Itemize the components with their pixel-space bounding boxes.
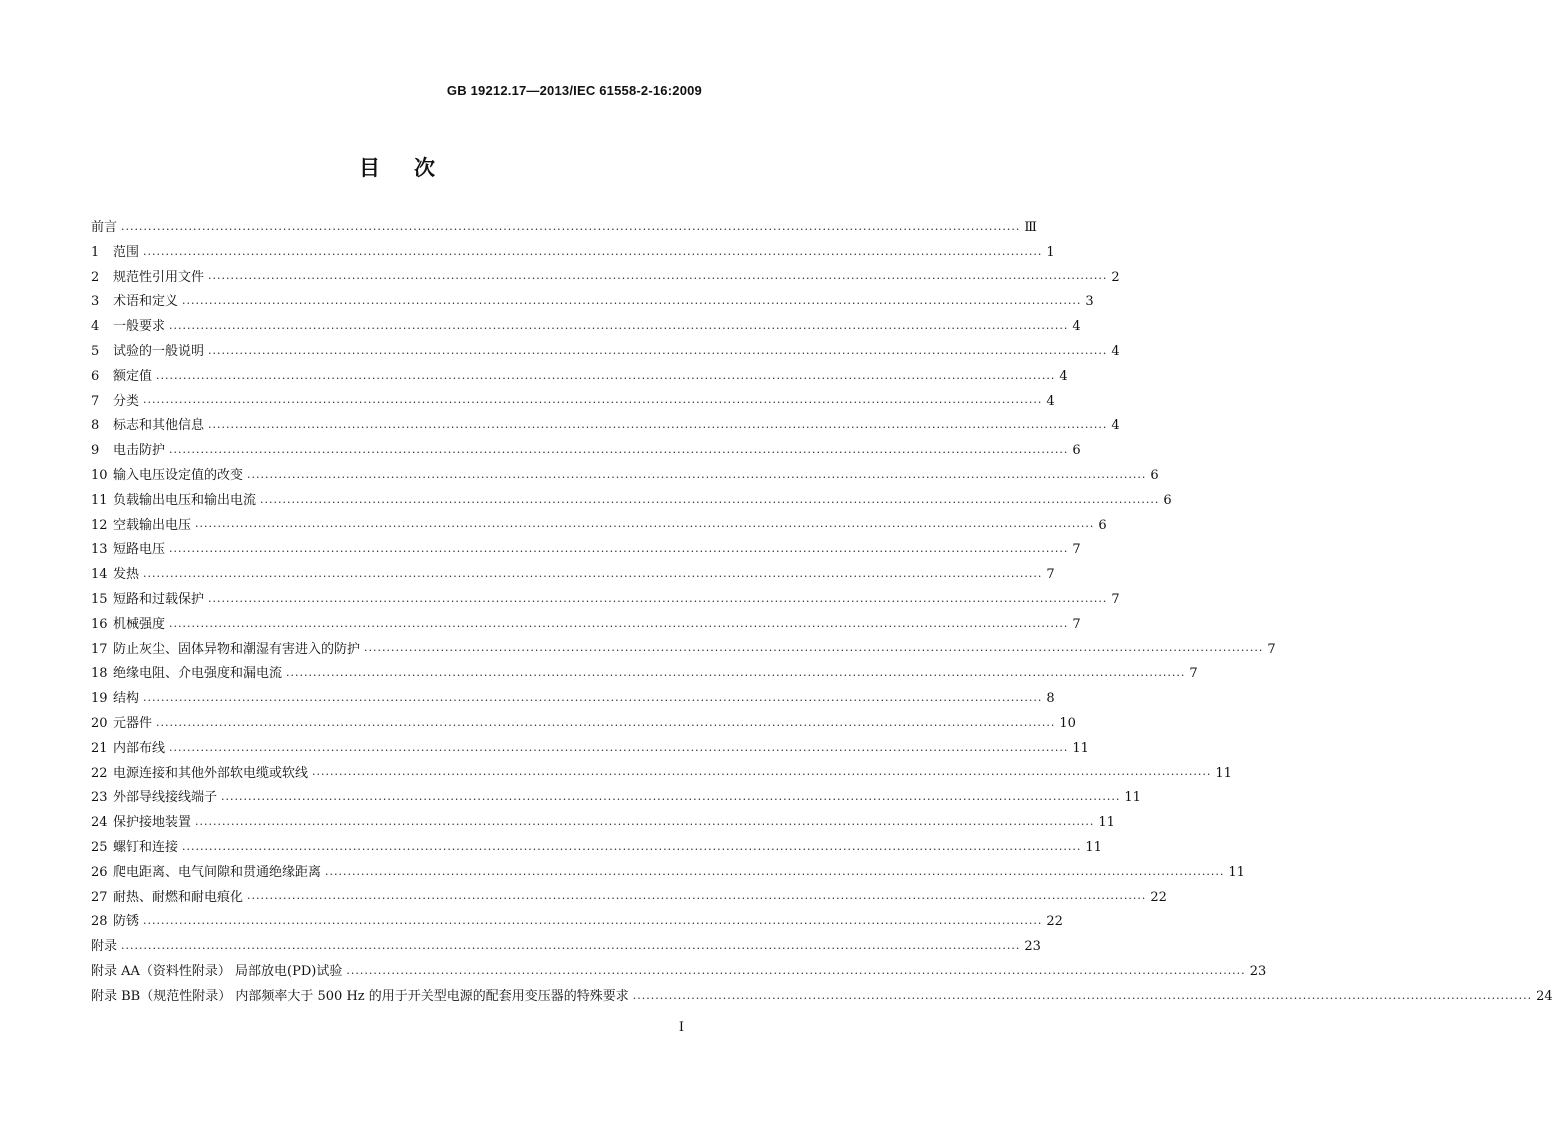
- toc-entry-page: 8: [1046, 691, 1055, 707]
- toc-dot-leader: ········································································································································································································: [312, 768, 1212, 782]
- toc-entry[interactable]: [91, 588, 1120, 613]
- toc-entry-page: 23: [1249, 963, 1267, 979]
- toc-entry[interactable]: [91, 290, 1094, 315]
- toc-entry[interactable]: [91, 662, 1198, 687]
- toc-entry-label: [91, 489, 256, 514]
- toc-entry-page: 6: [1150, 467, 1159, 483]
- toc-entry-page: Ⅲ: [1024, 220, 1037, 235]
- toc-entry-page: 11: [1085, 839, 1102, 855]
- toc-entry-number: 6: [91, 368, 100, 384]
- toc-entry-number: 18: [91, 666, 108, 682]
- toc-entry-label: [91, 960, 342, 985]
- toc-entry[interactable]: [91, 811, 1115, 836]
- toc-entry-number: 9: [91, 443, 100, 459]
- toc-entry-title: 电击防护: [113, 443, 166, 459]
- toc-entry-number: 21: [91, 740, 108, 756]
- toc-entry-number: 24: [91, 815, 108, 831]
- toc-entry-page: 11: [1072, 740, 1089, 756]
- toc-entry[interactable]: [91, 786, 1141, 811]
- toc-entry-title: 术语和定义: [113, 294, 179, 310]
- toc-entry-label: [91, 266, 204, 291]
- toc-entry-page: 1: [1046, 244, 1055, 260]
- toc-entry-title: 附录: [91, 939, 118, 955]
- toc-entry-title: 分类: [113, 393, 140, 409]
- toc-entry-page: 22: [1046, 914, 1063, 930]
- toc-entry-page: 2: [1111, 269, 1120, 285]
- toc-entry[interactable]: [91, 340, 1120, 365]
- toc-entry[interactable]: [91, 836, 1102, 861]
- toc-dot-leader: ········································································································································································································: [182, 297, 1082, 311]
- toc-entry-title: 额定值: [113, 368, 153, 384]
- toc-entry-number: 1: [91, 244, 100, 260]
- toc-entry-page: 7: [1189, 666, 1198, 682]
- toc-entry-page: 24: [1536, 988, 1553, 1004]
- toc-entry-number: 19: [91, 691, 108, 707]
- toc-entry-page: 7: [1072, 616, 1081, 632]
- toc-entry-label: [91, 464, 243, 489]
- toc-entry-label: [91, 638, 360, 663]
- toc-entry-title: 防止灰尘、固体异物和潮湿有害进入的防护: [113, 641, 361, 657]
- toc-dot-leader: ········································································································································································································: [247, 470, 1147, 484]
- toc-dot-leader: ········································································································································································································: [195, 817, 1095, 831]
- toc-dot-leader: ········································································································································································································: [121, 941, 1021, 955]
- toc-entry-number: 16: [91, 616, 108, 632]
- toc-entry-page: 7: [1267, 641, 1276, 657]
- toc-entry-label: [91, 886, 243, 911]
- toc-entry-label: [91, 538, 165, 563]
- toc-entry[interactable]: [91, 365, 1068, 390]
- toc-entry-number: 3: [91, 294, 100, 310]
- toc-entry-title: 螺钉和连接: [113, 839, 179, 855]
- toc-entry[interactable]: [91, 762, 1232, 787]
- toc-entry-title: 前言: [91, 220, 118, 235]
- toc-entry-number: 23: [91, 790, 108, 806]
- table-of-contents: [91, 216, 1553, 1010]
- toc-dot-leader: ········································································································································································································: [182, 842, 1082, 856]
- toc-entry-label: [91, 811, 191, 836]
- toc-dot-leader: ········································································································································································································: [260, 495, 1160, 509]
- toc-entry[interactable]: [91, 712, 1076, 737]
- toc-entry[interactable]: [91, 390, 1055, 415]
- toc-entry-label: [91, 687, 139, 712]
- toc-entry-page: 4: [1072, 319, 1081, 335]
- toc-entry-label: [91, 340, 204, 365]
- toc-entry-page: 11: [1124, 790, 1141, 806]
- toc-entry-number: 20: [91, 715, 108, 731]
- toc-entry-label: [91, 514, 191, 539]
- toc-entry-page: 4: [1111, 418, 1120, 434]
- toc-entry[interactable]: [91, 910, 1063, 935]
- page-title: 目次: [359, 156, 469, 180]
- toc-entry-label: [91, 662, 282, 687]
- toc-entry-number: 14: [91, 567, 108, 583]
- toc-entry-label: [91, 861, 321, 886]
- toc-entry-title: 短路电压: [113, 542, 166, 558]
- toc-entry-page: 10: [1059, 715, 1076, 731]
- toc-dot-leader: ········································································································································································································: [143, 247, 1043, 261]
- toc-entry-title: 发热: [113, 567, 140, 583]
- toc-entry[interactable]: [91, 464, 1159, 489]
- toc-entry[interactable]: [91, 687, 1055, 712]
- toc-entry-number: 10: [91, 467, 108, 483]
- toc-dot-leader: ········································································································································································································: [169, 545, 1069, 559]
- toc-entry-title: 标志和其他信息: [113, 418, 205, 434]
- toc-entry[interactable]: [91, 638, 1276, 663]
- toc-entry-title: 规范性引用文件: [113, 269, 205, 285]
- toc-entry-number: 4: [91, 319, 100, 335]
- toc-entry-label: [91, 365, 152, 390]
- toc-entry-number: 11: [91, 492, 108, 508]
- toc-dot-leader: ········································································································································································································: [143, 396, 1043, 410]
- toc-dot-leader: ········································································································································································································: [286, 669, 1186, 683]
- toc-entry-title: 内部布线: [113, 740, 166, 756]
- toc-entry-page: 11: [1215, 765, 1232, 781]
- toc-entry-page: 7: [1111, 591, 1120, 607]
- toc-entry-title: 结构: [113, 691, 140, 707]
- toc-entry[interactable]: [91, 266, 1120, 291]
- toc-entry-number: 17: [91, 641, 108, 657]
- toc-entry-title: 耐热、耐燃和耐电痕化: [113, 889, 244, 905]
- toc-entry-title: 防锈: [113, 914, 140, 930]
- toc-entry[interactable]: [91, 563, 1055, 588]
- toc-dot-leader: ········································································································································································································: [143, 693, 1043, 707]
- toc-entry-title: 附录 AA（资料性附录） 局部放电(PD)试验: [91, 963, 343, 979]
- toc-dot-leader: ········································································································································································································: [169, 321, 1069, 335]
- toc-entry-page: 4: [1046, 393, 1055, 409]
- toc-dot-leader: ········································································································································································································: [325, 867, 1225, 881]
- page-number: I: [678, 1020, 684, 1035]
- toc-dot-leader: ········································································································································································································: [632, 991, 1533, 1005]
- toc-entry-number: 26: [91, 864, 108, 880]
- toc-entry[interactable]: [91, 439, 1081, 464]
- toc-entry-label: [91, 935, 117, 960]
- toc-entry-label: [91, 439, 165, 464]
- toc-entry-page: 22: [1150, 889, 1167, 905]
- toc-entry-number: 25: [91, 839, 108, 855]
- toc-entry-page: 7: [1046, 567, 1055, 583]
- toc-entry[interactable]: [91, 315, 1081, 340]
- toc-dot-leader: ········································································································································································································: [247, 892, 1147, 906]
- toc-dot-leader: ········································································································································································································: [169, 743, 1069, 757]
- toc-entry-title: 电源连接和其他外部软电缆或软线: [113, 765, 309, 781]
- toc-dot-leader: ········································································································································································································: [208, 346, 1108, 360]
- toc-entry-title: 保护接地装置: [113, 815, 192, 831]
- toc-dot-leader: ········································································································································································································: [156, 718, 1056, 732]
- toc-dot-leader: ········································································································································································································: [156, 371, 1056, 385]
- toc-dot-leader: ········································································································································································································: [169, 445, 1069, 459]
- standard-number: GB 19212.17—2013/IEC 61558-2-16:2009: [446, 83, 702, 98]
- toc-entry[interactable]: [91, 538, 1081, 563]
- toc-dot-leader: ········································································································································································································: [346, 966, 1246, 980]
- toc-entry-title: 附录 BB（规范性附录） 内部频率大于 500 Hz 的用于开关型电源的配套用变压器的特殊要求: [91, 988, 629, 1004]
- toc-entry-title: 负载输出电压和输出电流: [113, 492, 257, 508]
- toc-entry-title: 短路和过载保护: [113, 591, 205, 607]
- toc-entry[interactable]: [91, 489, 1172, 514]
- toc-entry-label: [91, 836, 178, 861]
- toc-entry-label: [91, 613, 165, 638]
- toc-entry[interactable]: [91, 241, 1055, 266]
- toc-entry-label: [91, 390, 139, 415]
- toc-entry[interactable]: [91, 861, 1245, 886]
- toc-entry-label: [91, 985, 629, 1010]
- toc-entry-number: 15: [91, 591, 108, 607]
- toc-dot-leader: ········································································································································································································: [121, 222, 1021, 236]
- toc-entry-page: 6: [1072, 443, 1081, 459]
- toc-entry-label: [91, 588, 204, 613]
- toc-entry-page: 7: [1072, 542, 1081, 558]
- toc-entry-label: [91, 786, 217, 811]
- toc-entry-title: 外部导线接线端子: [113, 790, 218, 806]
- toc-entry-title: 绝缘电阻、介电强度和漏电流: [113, 666, 283, 682]
- toc-entry[interactable]: [91, 514, 1107, 539]
- toc-entry-label: [91, 712, 152, 737]
- toc-entry-number: 2: [91, 269, 100, 285]
- toc-dot-leader: ········································································································································································································: [221, 793, 1121, 807]
- toc-entry[interactable]: [91, 985, 1553, 1010]
- toc-entry-number: 7: [91, 393, 100, 409]
- toc-entry-label: [91, 315, 165, 340]
- toc-entry-title: 元器件: [113, 715, 153, 731]
- toc-entry-page: 6: [1098, 517, 1107, 533]
- toc-dot-leader: ········································································································································································································: [208, 421, 1108, 435]
- toc-entry[interactable]: [91, 960, 1267, 985]
- toc-entry-page: 11: [1228, 864, 1245, 880]
- toc-entry-label: [91, 414, 204, 439]
- toc-dot-leader: ········································································································································································································: [364, 644, 1264, 658]
- toc-dot-leader: ········································································································································································································: [169, 619, 1069, 633]
- toc-entry-label: [91, 910, 139, 935]
- toc-entry-page: 3: [1085, 294, 1094, 310]
- toc-entry-label: [91, 216, 117, 241]
- toc-entry-title: 范围: [113, 244, 140, 260]
- toc-dot-leader: ········································································································································································································: [208, 594, 1108, 608]
- toc-entry-title: 空载输出电压: [113, 517, 192, 533]
- toc-entry[interactable]: [91, 935, 1041, 960]
- toc-entry-page: 4: [1111, 343, 1120, 359]
- toc-entry-number: 13: [91, 542, 108, 558]
- toc-entry-page: 11: [1098, 815, 1115, 831]
- toc-entry-page: 23: [1024, 939, 1041, 955]
- toc-entry-title: 一般要求: [113, 319, 166, 335]
- toc-entry[interactable]: [91, 216, 1037, 241]
- toc-entry-title: 试验的一般说明: [113, 343, 205, 359]
- toc-entry-number: 22: [91, 765, 108, 781]
- toc-entry-number: 28: [91, 914, 108, 930]
- toc-entry-number: 5: [91, 343, 100, 359]
- toc-entry[interactable]: [91, 414, 1120, 439]
- toc-entry-number: 12: [91, 517, 108, 533]
- toc-entry-page: 4: [1059, 368, 1068, 384]
- toc-dot-leader: ········································································································································································································: [195, 520, 1095, 534]
- toc-dot-leader: ········································································································································································································: [208, 272, 1108, 286]
- toc-entry-title: 爬电距离、电气间隙和贯通绝缘距离: [113, 864, 322, 880]
- toc-entry[interactable]: [91, 886, 1167, 911]
- toc-entry-label: [91, 290, 178, 315]
- toc-entry[interactable]: [91, 737, 1089, 762]
- toc-dot-leader: ········································································································································································································: [143, 917, 1043, 931]
- toc-entry-label: [91, 563, 139, 588]
- toc-entry-page: 6: [1163, 492, 1172, 508]
- toc-dot-leader: ········································································································································································································: [143, 569, 1043, 583]
- toc-entry-title: 机械强度: [113, 616, 166, 632]
- toc-entry-number: 27: [91, 889, 108, 905]
- toc-entry-number: 8: [91, 418, 100, 434]
- toc-entry-title: 输入电压设定值的改变: [113, 467, 244, 483]
- toc-entry-label: [91, 762, 308, 787]
- toc-entry-label: [91, 241, 139, 266]
- toc-entry[interactable]: [91, 613, 1081, 638]
- toc-entry-label: [91, 737, 165, 762]
